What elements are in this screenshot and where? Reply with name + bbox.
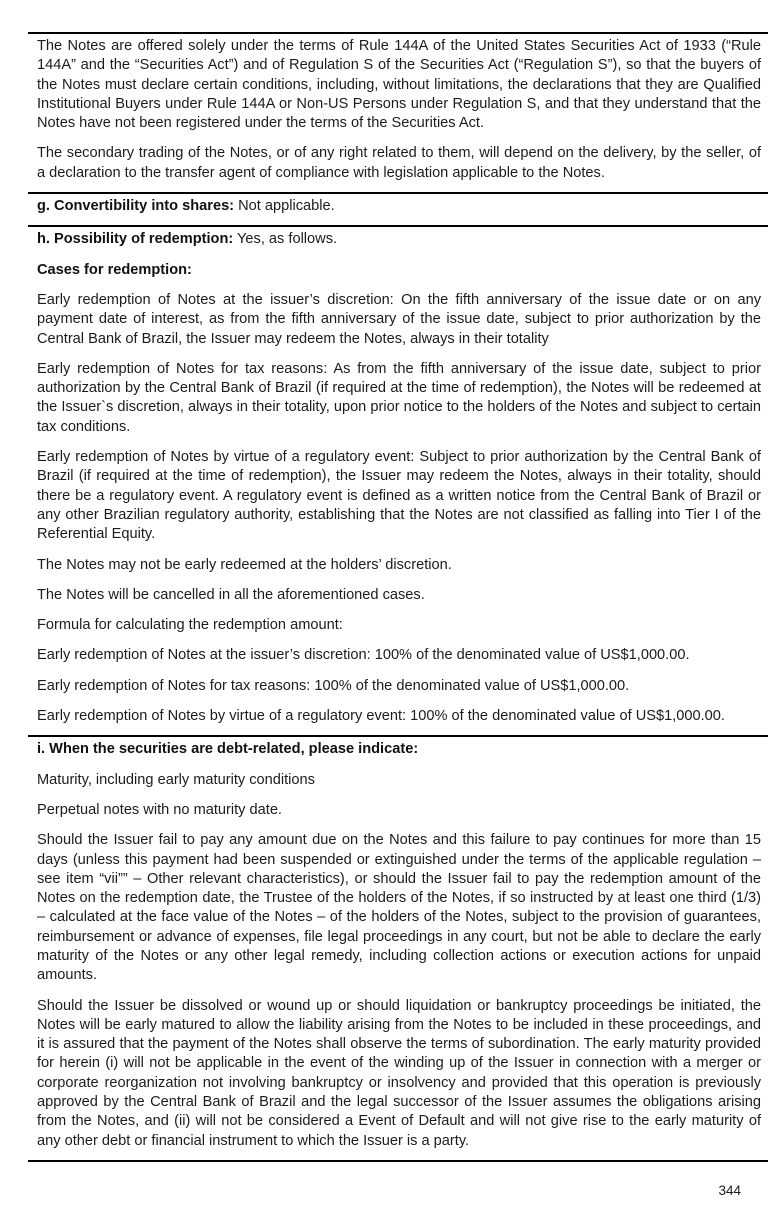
section-h-heading: h. Possibility of redemption:	[37, 231, 234, 248]
paragraph: Early redemption of Notes for tax reasons: As from the fifth anniversary of the issue date, subject to prior authorization by the Central Bank of Brazil (if required at the time of redemption), the Notes will be redeemed at the Issuer`s discretion, always in their totality, upon prior notice to the holders of the Notes and subject to certain tax conditions.	[37, 360, 761, 435]
paragraph: The Notes may not be early redeemed at the holders’ discretion.	[37, 556, 452, 573]
paragraph: Formula for calculating the redemption amount:	[37, 617, 343, 634]
section-i-heading: i. When the securities are debt-related, please indicate:	[37, 741, 419, 758]
cases-for-redemption-subheading: Cases for redemption:	[37, 261, 192, 278]
paragraph: Early redemption of Notes for tax reasons: 100% of the denominated value of US$1,000.00.	[37, 677, 630, 694]
paragraph: Early redemption of Notes at the issuer’s discretion: On the fifth anniversary of the issue date or on any payment date of interest, as from the fifth anniversary of the issue date, subject to prior authorization by the Central Bank of Brazil, the Issuer may redeem the Notes, always in their totality	[37, 291, 761, 347]
paragraph: Perpetual notes with no maturity date.	[37, 801, 282, 818]
paragraph: Early redemption of Notes by virtue of a regulatory event: Subject to prior authorization by the Central Bank of Brazil (if required at the time of redemption), the Issuer may redeem the Notes, always in their totality, should there be a regulatory event. A regulatory event is defined as a written notice from the Central Bank of Brazil or any other Brazilian regulatory authority, establishing that the Notes are not classified as falling into Tier I of the Referential Equity.	[37, 449, 761, 543]
section-g-convertibility	[28, 192, 768, 225]
paragraph	[37, 230, 761, 249]
paragraph: Should the Issuer be dissolved or wound up or should liquidation or bankruptcy proceedings be initiated, the Notes will be early matured to allow the liability arising from the Notes to be included in these proceedings, and it is assured that the payment of the Notes shall observe the terms of subordination. The early maturity provided for herein (i) will not be applicable in the event of the winding up of the Issuer in connection with a merger or corporate reorganization not involving bankruptcy or insolvency and provided that this operation is previously approved by the Central Bank of Brazil and the legal successor of the Issuer assumes the obligations arising from the Notes, and (ii) will not be considered a Event of Default and will not give rise to the early maturity of any other debt or financial instrument to which the Issuer is a party.	[37, 997, 761, 1149]
paragraph: Should the Issuer fail to pay any amount due on the Notes and this failure to pay continues for more than 15 days (unless this payment had been suspended or extinguished under the terms of the applicable regulation – see item “vii”” – Other relevant characteristics), or should the Issuer fail to pay the redemption amount of the Notes on the redemption date, the Trustee of the holders of the Notes, if so instructed by at least one third (1/3) – calculated at the face value of the Notes – of the holders of the Notes, subject to the provision of guarantees, reimbursement or advance of expenses, file legal proceedings in any court, but not be able to declare the early maturity of the Notes or any other legal remedy, including collection actions or execution actions for unpaid amounts.	[37, 832, 761, 984]
document-body	[28, 32, 768, 1162]
paragraph: Maturity, including early maturity conditions	[37, 771, 315, 788]
section-g-value: Not applicable.	[234, 198, 335, 215]
paragraph	[37, 197, 761, 216]
paragraph: The Notes will be cancelled in all the aforementioned cases.	[37, 586, 425, 603]
paragraph: The secondary trading of the Notes, or of any right related to them, will depend on the delivery, by the seller, of a declaration to the transfer agent of compliance with legislation applicable to the Notes.	[37, 145, 761, 181]
page-footer	[0, 1162, 784, 1199]
section-h-value: Yes, as follows.	[233, 231, 338, 248]
section-offering-restrictions	[28, 32, 768, 192]
paragraph: Early redemption of Notes at the issuer’s discretion: 100% of the denominated value of US$1,000.00.	[37, 647, 690, 664]
paragraph: The Notes are offered solely under the terms of Rule 144A of the United States Securities Act of 1933 (“Rule 144A” and the “Securities Act”) and of Regulation S of the Securities Act (“Regulation S”), so that the buyers of the Notes must declare certain conditions, including, without limitations, the declarations that they are Qualified Institutional Buyers under Rule 144A or Non-US Persons under Regulation S, and that they understand that the Notes have not been registered under the terms of the Securities Act.	[37, 38, 761, 132]
page-number: 344	[718, 1182, 741, 1198]
section-g-heading: g. Convertibility into shares:	[37, 198, 235, 215]
paragraph: Early redemption of Notes by virtue of a regulatory event: 100% of the denominated value of US$1,000.00.	[37, 708, 725, 725]
section-i-debt-related	[28, 735, 768, 1160]
section-h-redemption	[28, 225, 768, 735]
